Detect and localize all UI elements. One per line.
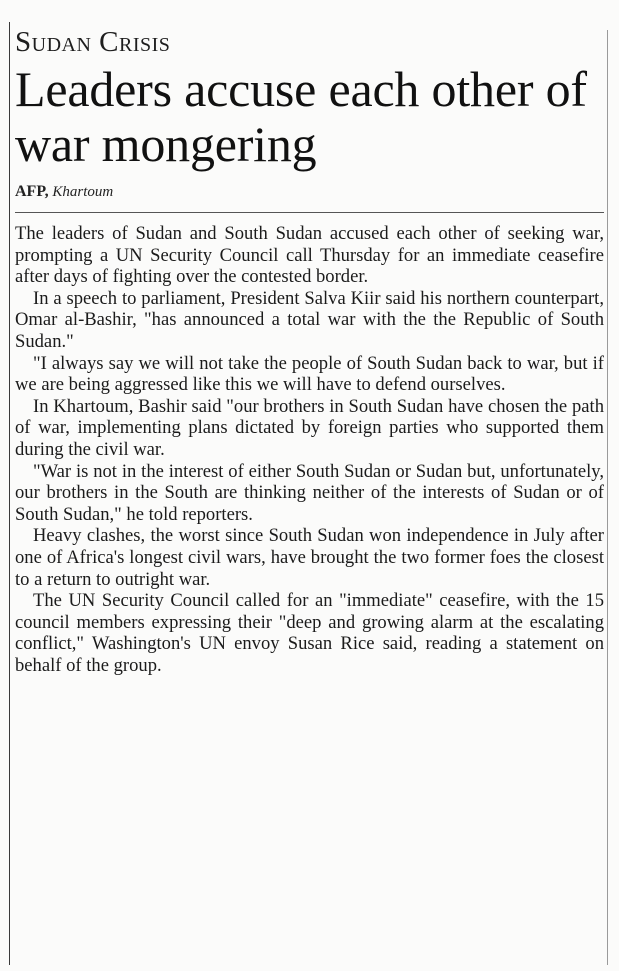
paragraph: Heavy clashes, the worst since South Sudan won independence in July after one of Africa's longest civil wars, have brought the two former foes the closest to a return to outright war. <box>15 525 604 590</box>
byline-agency: AFP, <box>15 183 49 200</box>
byline-location: Khartoum <box>52 184 114 200</box>
paragraph: In Khartoum, Bashir said "our brothers in South Sudan have chosen the path of war, implementing plans dictated by foreign parties who supported them during the civil war. <box>15 395 604 460</box>
article <box>15 24 604 676</box>
left-column-rule <box>9 22 10 965</box>
paragraph: "I always say we will not take the people of South Sudan back to war, but if we are being aggressed like this we will have to defend ourselves. <box>15 352 604 396</box>
right-column-rule <box>607 30 608 965</box>
section-kicker: Sudan Crisis <box>15 26 171 58</box>
paragraph: "War is not in the interest of either South Sudan or Sudan but, unfortunately, our brothers in the South are thinking neither of the interests of Sudan or of South Sudan," he told reporters. <box>15 460 604 525</box>
headline: Leaders accuse each other of war mongering <box>15 61 587 172</box>
paragraph: The UN Security Council called for an "immediate" ceasefire, with the 15 council members expressing their "deep and growing alarm at the escalating conflict," Washington's UN envoy Susan Rice said, reading a statement on behalf of the group. <box>15 590 604 676</box>
byline <box>15 182 604 202</box>
byline-divider <box>15 212 604 213</box>
paragraph: The leaders of Sudan and South Sudan accused each other of seeking war, prompting a UN Security Council call Thursday for an immediate ceasefire after days of fighting over the contested border. <box>15 223 604 288</box>
article-body <box>15 223 604 676</box>
paragraph: In a speech to parliament, President Salva Kiir said his northern counterpart, Omar al-Bashir, "has announced a total war with the the Republic of South Sudan." <box>15 287 604 352</box>
